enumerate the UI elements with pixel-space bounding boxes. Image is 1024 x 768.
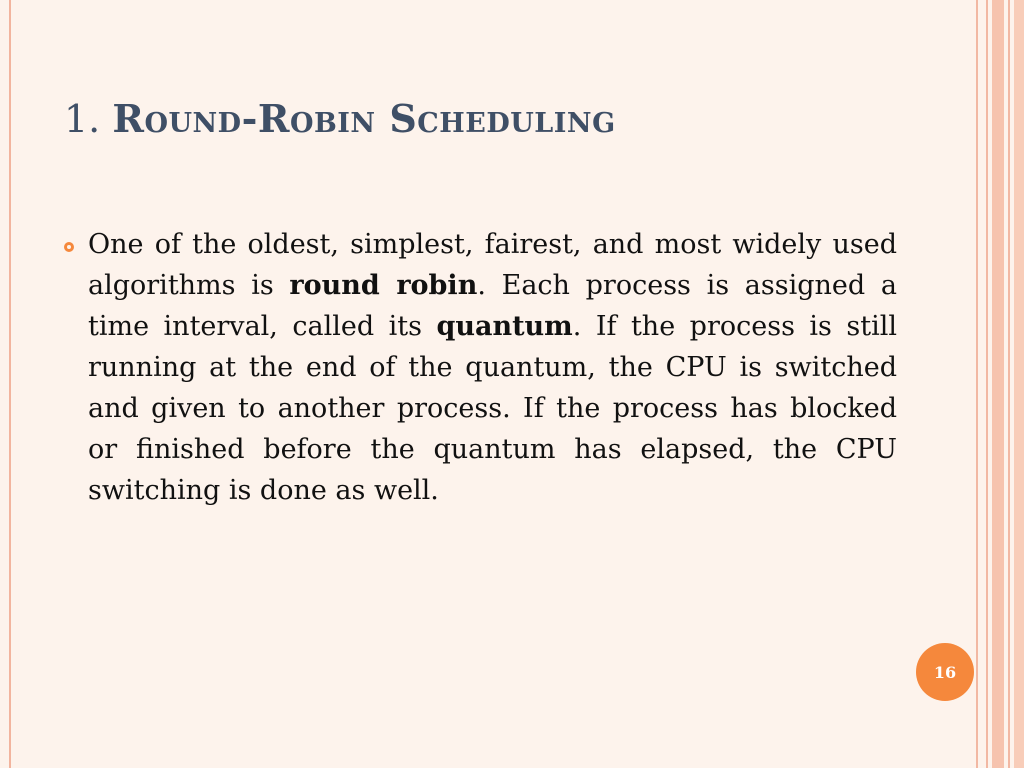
text-segment: One of the oldest, simplest, fairest, and most widely used algorithms is [88,229,897,301]
border-stripe [992,0,1004,768]
slide-title [64,96,616,141]
border-stripe [1008,0,1010,768]
bold-term-quantum: quantum [436,311,573,342]
border-stripe [976,0,978,768]
border-stripe [986,0,988,768]
right-border-stripes [976,0,1024,768]
bullet-item [64,224,897,511]
text-segment: . If the process is still running at the end of the quantum, the CPU is switched and given to another process. If the process has blocked or finished before the quantum has elapsed, the CPU switching is done as well. [88,311,897,506]
title-number: 1. [64,97,101,141]
bold-term-round-robin: round robin [289,270,478,301]
title-text: Round-Robin Scheduling [112,96,616,141]
border-stripe [1014,0,1024,768]
page-number-badge [916,643,974,701]
bullet-list [64,224,897,511]
bullet-circle-icon [64,242,74,252]
page-number: 16 [933,662,957,682]
bullet-paragraph [88,224,897,511]
left-border-rule [9,0,11,768]
text-segment: . Each process is assigned a time interval, called its [88,270,897,342]
